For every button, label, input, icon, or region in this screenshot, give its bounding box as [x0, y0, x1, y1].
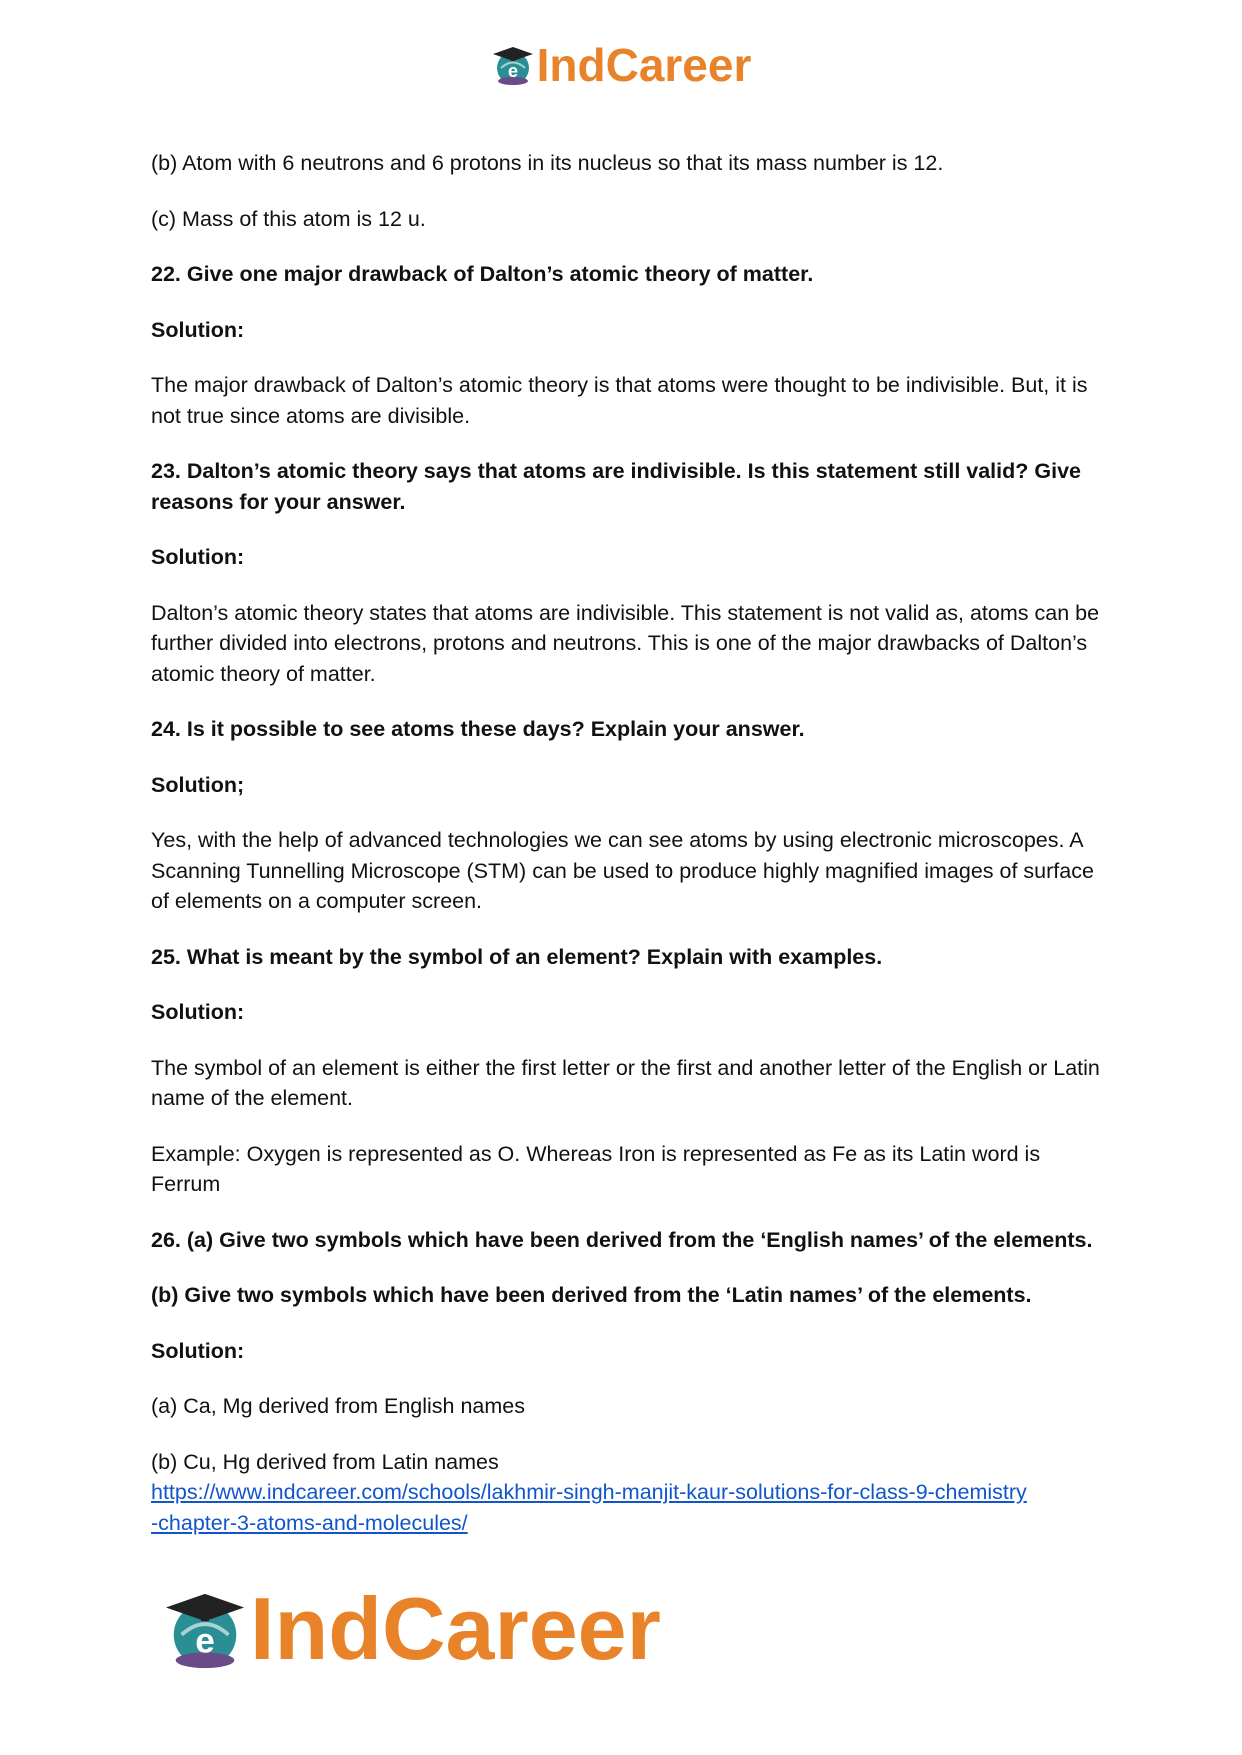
answer-22: The major drawback of Dalton’s atomic theory is that atoms were thought to be indivisible. But, it is not true since atoms are divisible. [151, 373, 1088, 428]
answer-23: Dalton’s atomic theory states that atoms are indivisible. This statement is not valid as, atoms can be further divided into electrons, protons and neutrons. This is one of the major drawbacks of Dalton’s atomic theory of matter. [151, 600, 1100, 686]
solution-heading-25: Solution: [151, 1000, 245, 1024]
solution-heading-26: Solution: [151, 1338, 245, 1363]
source-link-line-1: https://www.indcareer.com/schools/lakhmir-singh-manjit-kaur-solutions-for-class-9-chemistry [151, 1480, 1027, 1504]
answer-25-example: Example: Oxygen is represented as O. Whereas Iron is represented as Fe as its Latin word is Ferrum [151, 1141, 1041, 1196]
source-link[interactable] [151, 1477, 1101, 1538]
question-22: 22. Give one major drawback of Dalton’s atomic theory of matter. [151, 262, 814, 286]
graduation-cap-globe-icon [162, 1586, 248, 1672]
svg-text:e: e [195, 1621, 215, 1661]
footer-logo [162, 1579, 661, 1678]
answer-25: The symbol of an element is either the first letter or the first and another letter of the English or Latin name of the element. [151, 1055, 1100, 1110]
solution-heading-24: Solution; [151, 772, 245, 797]
paragraph-b-atom: (b) Atom with 6 neutrons and 6 protons in its nucleus so that its mass number is 12. [151, 151, 944, 175]
question-26b: (b) Give two symbols which have been derived from the ‘Latin names’ of the elements. [151, 1283, 1032, 1307]
logo-text: IndCareer [536, 39, 752, 91]
question-24: 24. Is it possible to see atoms these days? Explain your answer. [151, 717, 805, 741]
answer-26b: (b) Cu, Hg derived from Latin names [151, 1449, 499, 1474]
header-logo [0, 39, 1242, 91]
question-25: 25. What is meant by the symbol of an element? Explain with examples. [151, 944, 883, 969]
answer-24: Yes, with the help of advanced technologies we can see atoms by using electronic microscopes. A Scanning Tunnelling Microscope (STM) can be used to produce highly magnified images of surface of elements on a computer screen. [151, 828, 1094, 913]
solution-heading-23: Solution: [151, 545, 245, 569]
solution-heading-22: Solution: [151, 317, 245, 342]
question-23: 23. Dalton’s atomic theory says that atoms are indivisible. Is this statement still valid? Give reasons for your answer. [151, 459, 1081, 514]
svg-text:e: e [507, 61, 518, 81]
graduation-cap-globe-icon [491, 43, 535, 87]
document-body [151, 148, 1101, 1538]
footer-logo-text: IndCareer [250, 1579, 661, 1678]
answer-26a: (a) Ca, Mg derived from English names [151, 1394, 526, 1418]
source-link-line-2: -chapter-3-atoms-and-molecules/ [151, 1510, 468, 1535]
question-26a: 26. (a) Give two symbols which have been derived from the ‘English names’ of the elements. [151, 1227, 1093, 1252]
paragraph-c-mass: (c) Mass of this atom is 12 u. [151, 206, 426, 231]
